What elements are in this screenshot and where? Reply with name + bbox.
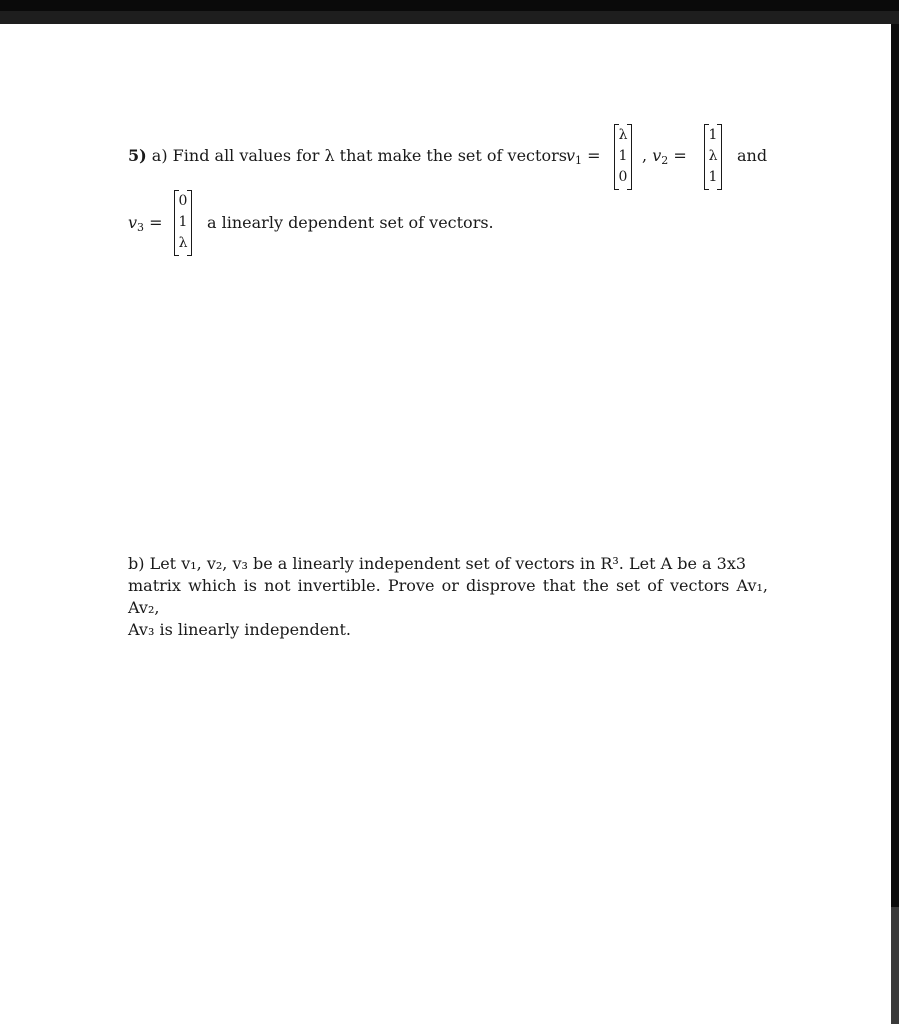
part-a-label: a)	[151, 146, 168, 165]
v2-name: v	[652, 146, 662, 165]
v3-entry-3: λ	[178, 235, 188, 251]
part-a-line-2-text: a linearly dependent set of vectors.	[207, 213, 494, 232]
v2-entry-1: 1	[708, 127, 718, 143]
part-a-text: Find all values for λ that make the set of vectors	[172, 146, 567, 165]
part-b-label: b)	[128, 554, 145, 573]
v1-equals: =	[587, 146, 601, 165]
v2-label	[642, 146, 687, 166]
v1-sub: 1	[575, 154, 583, 167]
v2-entry-2: λ	[708, 148, 718, 164]
problem-number: 5)	[128, 146, 147, 165]
v1-entry-2: 1	[618, 148, 628, 164]
v1-label	[566, 146, 601, 166]
part-b-paragraph	[128, 553, 768, 641]
v2-entry-3: 1	[708, 169, 718, 185]
v1-name: v	[566, 146, 576, 165]
part-b-line-3: Av₃ is linearly independent.	[128, 620, 351, 639]
v1-entry-3: 0	[618, 169, 628, 185]
and-text: and	[737, 146, 768, 165]
v3-name: v	[128, 213, 138, 232]
v2-matrix	[704, 124, 722, 190]
v3-sub: 3	[137, 221, 145, 234]
part-a-line-1	[128, 146, 567, 166]
v3-entry-1: 0	[178, 193, 188, 209]
v2-sub: 2	[661, 154, 669, 167]
part-b-line-1	[128, 553, 768, 575]
document-page	[0, 24, 891, 1024]
top-bar	[0, 0, 899, 24]
right-edge-gap	[891, 907, 899, 1024]
top-bar-edge	[0, 0, 899, 11]
v3-entry-2: 1	[178, 214, 188, 230]
v2-equals: =	[673, 146, 687, 165]
v3-matrix	[174, 190, 192, 256]
v1-entry-1: λ	[618, 127, 628, 143]
v1-matrix	[614, 124, 632, 190]
part-b-line-1-text: Let v₁, v₂, v₃ be a linearly independent set of vectors in R³. Let A be a 3x3	[149, 554, 747, 573]
right-edge	[891, 24, 899, 1024]
v3-label	[128, 213, 163, 233]
v3-equals: =	[149, 213, 163, 232]
part-b-line-2: matrix which is not invertible. Prove or disprove that the set of vectors Av₁, Av₂,	[128, 576, 768, 617]
v1-comma: ,	[642, 146, 648, 165]
